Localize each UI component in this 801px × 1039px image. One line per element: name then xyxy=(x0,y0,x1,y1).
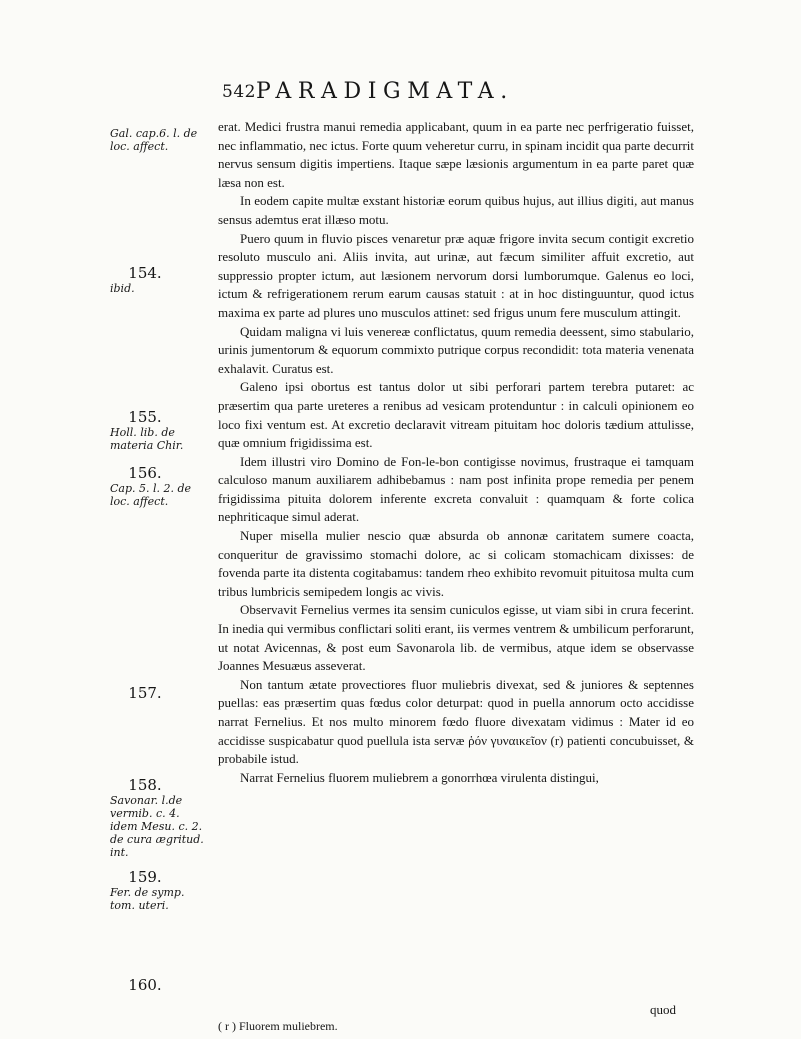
page-number: 542 xyxy=(222,82,256,102)
margin-note xyxy=(110,408,210,452)
page-header xyxy=(0,79,801,112)
paragraph: Narrat Fernelius fluorem muliebrem a gonorrhœa virulenta distingui, xyxy=(240,769,599,785)
paragraph: erat. Medici frustra manui remedia applicabant, quum in ea parte nec perfrigeratio fuisset, nec inflammatio, nec ictus. Forte quum veheretur curru, in spinam incidit qua parte decurrit nervus sensum digitis impertiens. Itaque sæpe læsionis argumentum in ea parte paret quæ læsa non est. xyxy=(218,119,694,190)
margin-note-text: Cap. 5. l. 2. de loc. affect. xyxy=(110,482,192,508)
paragraph: Galeno ipsi obortus est tantus dolor ut sibi perforari partem terebra putaret: ac præsertim qua parte ureteres a renibus ad vesicam protenduntur : in calculi opinionem eo loco fixi ventum est. At excretio declaravit vitream pituitam hoc doloris tædium attulisse, quæ omnium frigidissima est. xyxy=(218,379,694,451)
paragraph: Puero quum in fluvio pisces venaretur præ aquæ frigore invita secum contigit excretio resoluto musculo ani. Aliis invita, aut urinæ, aut fæcum similiter affuit excretio, aut suppressio propter ictum, aut læsionem nervorum dorsi lumborumque. Galenus eo loci, ictum & refrigerationem rerum earum causas statuit : at in hoc distinguuntur, quod ictus maxima ex parte ad plures uno musculos attinet: sed frigus unum fere musculum attingit. xyxy=(218,230,694,320)
paragraph: Idem illustri viro Domino de Fon-le-bon contigisse novimus, frustraque ei tamquam calculoso manum auxiliarem adhibebamus : nam post infinita prope remedia per penem frigidissima pituita dolorem inferente excreta convaluit : quamquam & forte colica nephriticaque simul aderat. xyxy=(218,453,694,525)
paragraph: Observavit Fernelius vermes ita sensim cuniculos egisse, ut viam sibi in crura fecerint. In inedia qui vermibus conflictari soliti erant, iis vermes ventrem & umbilicum perforarunt, ut notat Avicennas, & post eum Savonarola lib. de vermibus, atque idem se observasse Joannes Mesuæus asseverat. xyxy=(218,602,694,674)
paragraph: Quidam maligna vi luis venereæ conflictatus, quum remedia deessent, simo stabulario, urinis jumentorum & equorum commixto putrique corpus recondidit: tota materia venenata exhalavit. Curatus est. xyxy=(218,323,694,376)
margin-number: 154. xyxy=(128,264,162,282)
margin-number: 156. xyxy=(128,464,162,482)
margin-number: 160. xyxy=(128,976,162,994)
running-title: PARADIGMATA. xyxy=(256,79,514,104)
margin-number: 157. xyxy=(128,684,162,702)
paragraph: Non tantum ætate provectiores fluor muliebris divexat, sed & juniores & septennes puellas: eas præsertim quas fœdus color deturpat: quod in puella annorum octo accidisse narrat Fernelius. Et nos multo minorem fœdo fluore divexatam vidimus : Mater id eo accidisse suspicabatur quod puellula ista servæ ῥόν γυναικεῖον (r) patienti concubuisset, & probabile istud. xyxy=(218,676,694,767)
margin-number: 159. xyxy=(128,868,162,886)
margin-note-text: Fer. de symp. tom. uteri. xyxy=(110,886,185,912)
margin-note xyxy=(110,127,210,153)
margin-note xyxy=(110,868,210,912)
margin-note xyxy=(110,976,210,994)
margin-note xyxy=(110,684,210,702)
margin-note-text: Holl. lib. de materia Chir. xyxy=(110,426,184,452)
margin-note-text: Gal. cap.6. l. de loc. affect. xyxy=(110,127,198,153)
margin-note-text: ibid. xyxy=(110,282,135,295)
footnote: ( r ) Fluorem muliebrem. xyxy=(218,1019,338,1033)
paragraph: In eodem capite multæ exstant historiæ eorum quibus hujus, aut illius digiti, aut manus sensus ademtus erat illæso motu. xyxy=(218,193,694,227)
margin-note xyxy=(110,776,210,859)
margin-number: 155. xyxy=(128,408,162,426)
catchword: quod xyxy=(650,1002,676,1017)
margin-note xyxy=(110,264,210,295)
margin-note-text: Savonar. l.de vermib. c. 4. idem Mesu. c. 2. de cura ægritud. int. xyxy=(110,794,204,859)
paragraph: Nuper misella mulier nescio quæ absurda ob annonæ caritatem sumere coacta, conqueritur de gravissimo stomachi dolore, ac si colicam stomachicam dixisses: de fovenda parte ita distenta cogitabamus: tandem rheo exhibito revomuit pituitosa multa cum tribus lumbricis semipedem longis ac vivis. xyxy=(218,528,694,599)
margin-number: 158. xyxy=(128,776,162,794)
margin-note xyxy=(110,464,210,508)
main-text xyxy=(218,118,694,787)
